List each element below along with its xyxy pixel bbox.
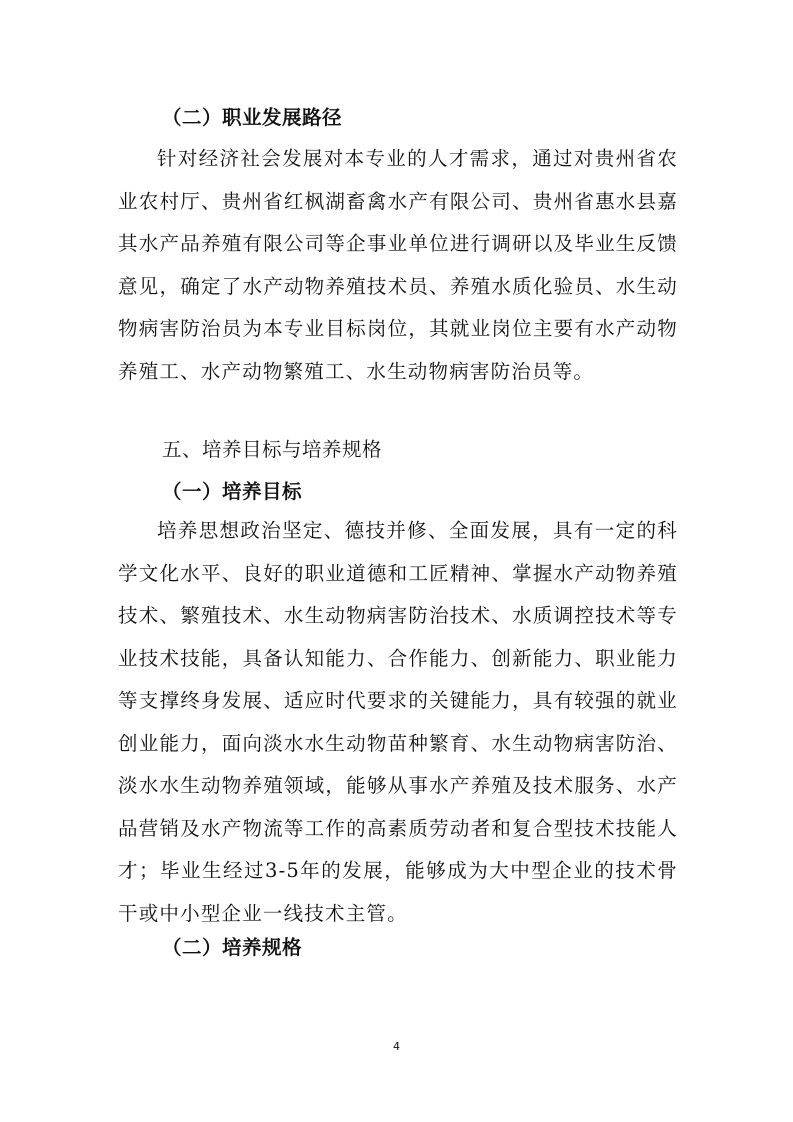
career-path-paragraph: 针对经济社会发展对本专业的人才需求，通过对贵州省农业农村厅、贵州省红枫湖畜禽水产有限公司、贵州省惠水县嘉其水产品养殖有限公司等企事业单位进行调研以及毕业生反馈意见，确定了水产动物养殖技术员、养殖水质化验员、水生动物病害防治员为本专业目标岗位，其就业岗位主要有水产动物养殖工、水产动物繁殖工、水生动物病害防治员等。 bbox=[118, 147, 678, 383]
training-spec-heading: （二）培养规格 bbox=[162, 936, 303, 959]
training-goal-heading: （一）培养目标 bbox=[162, 480, 303, 503]
page-number: 4 bbox=[393, 1040, 400, 1053]
career-path-heading: （二）职业发展路径 bbox=[162, 106, 343, 129]
training-goal-paragraph: 培养思想政治坚定、德技并修、全面发展，具有一定的科学文化水平、良好的职业道德和工匠精神、掌握水产动物养殖技术、繁殖技术、水生动物病害防治技术、水质调控技术等专业技术技能，具备认知能力、合作能力、创新能力、职业能力等支撑终身发展、适应时代要求的关键能力，具有较强的就业创业能力，面向淡水水生动物苗种繁育、水生动物病害防治、淡水水生动物养殖领域，能够从事水产养殖及技术服务、水产品营销及水产物流等工作的高素质劳动者和复合型技术技能人才；毕业生经过3-5年的发展，能够成为大中型企业的技术骨干或中小型企业一线技术主管。 bbox=[118, 519, 678, 925]
chapter-five-heading: 五、培养目标与培养规格 bbox=[162, 438, 383, 461]
